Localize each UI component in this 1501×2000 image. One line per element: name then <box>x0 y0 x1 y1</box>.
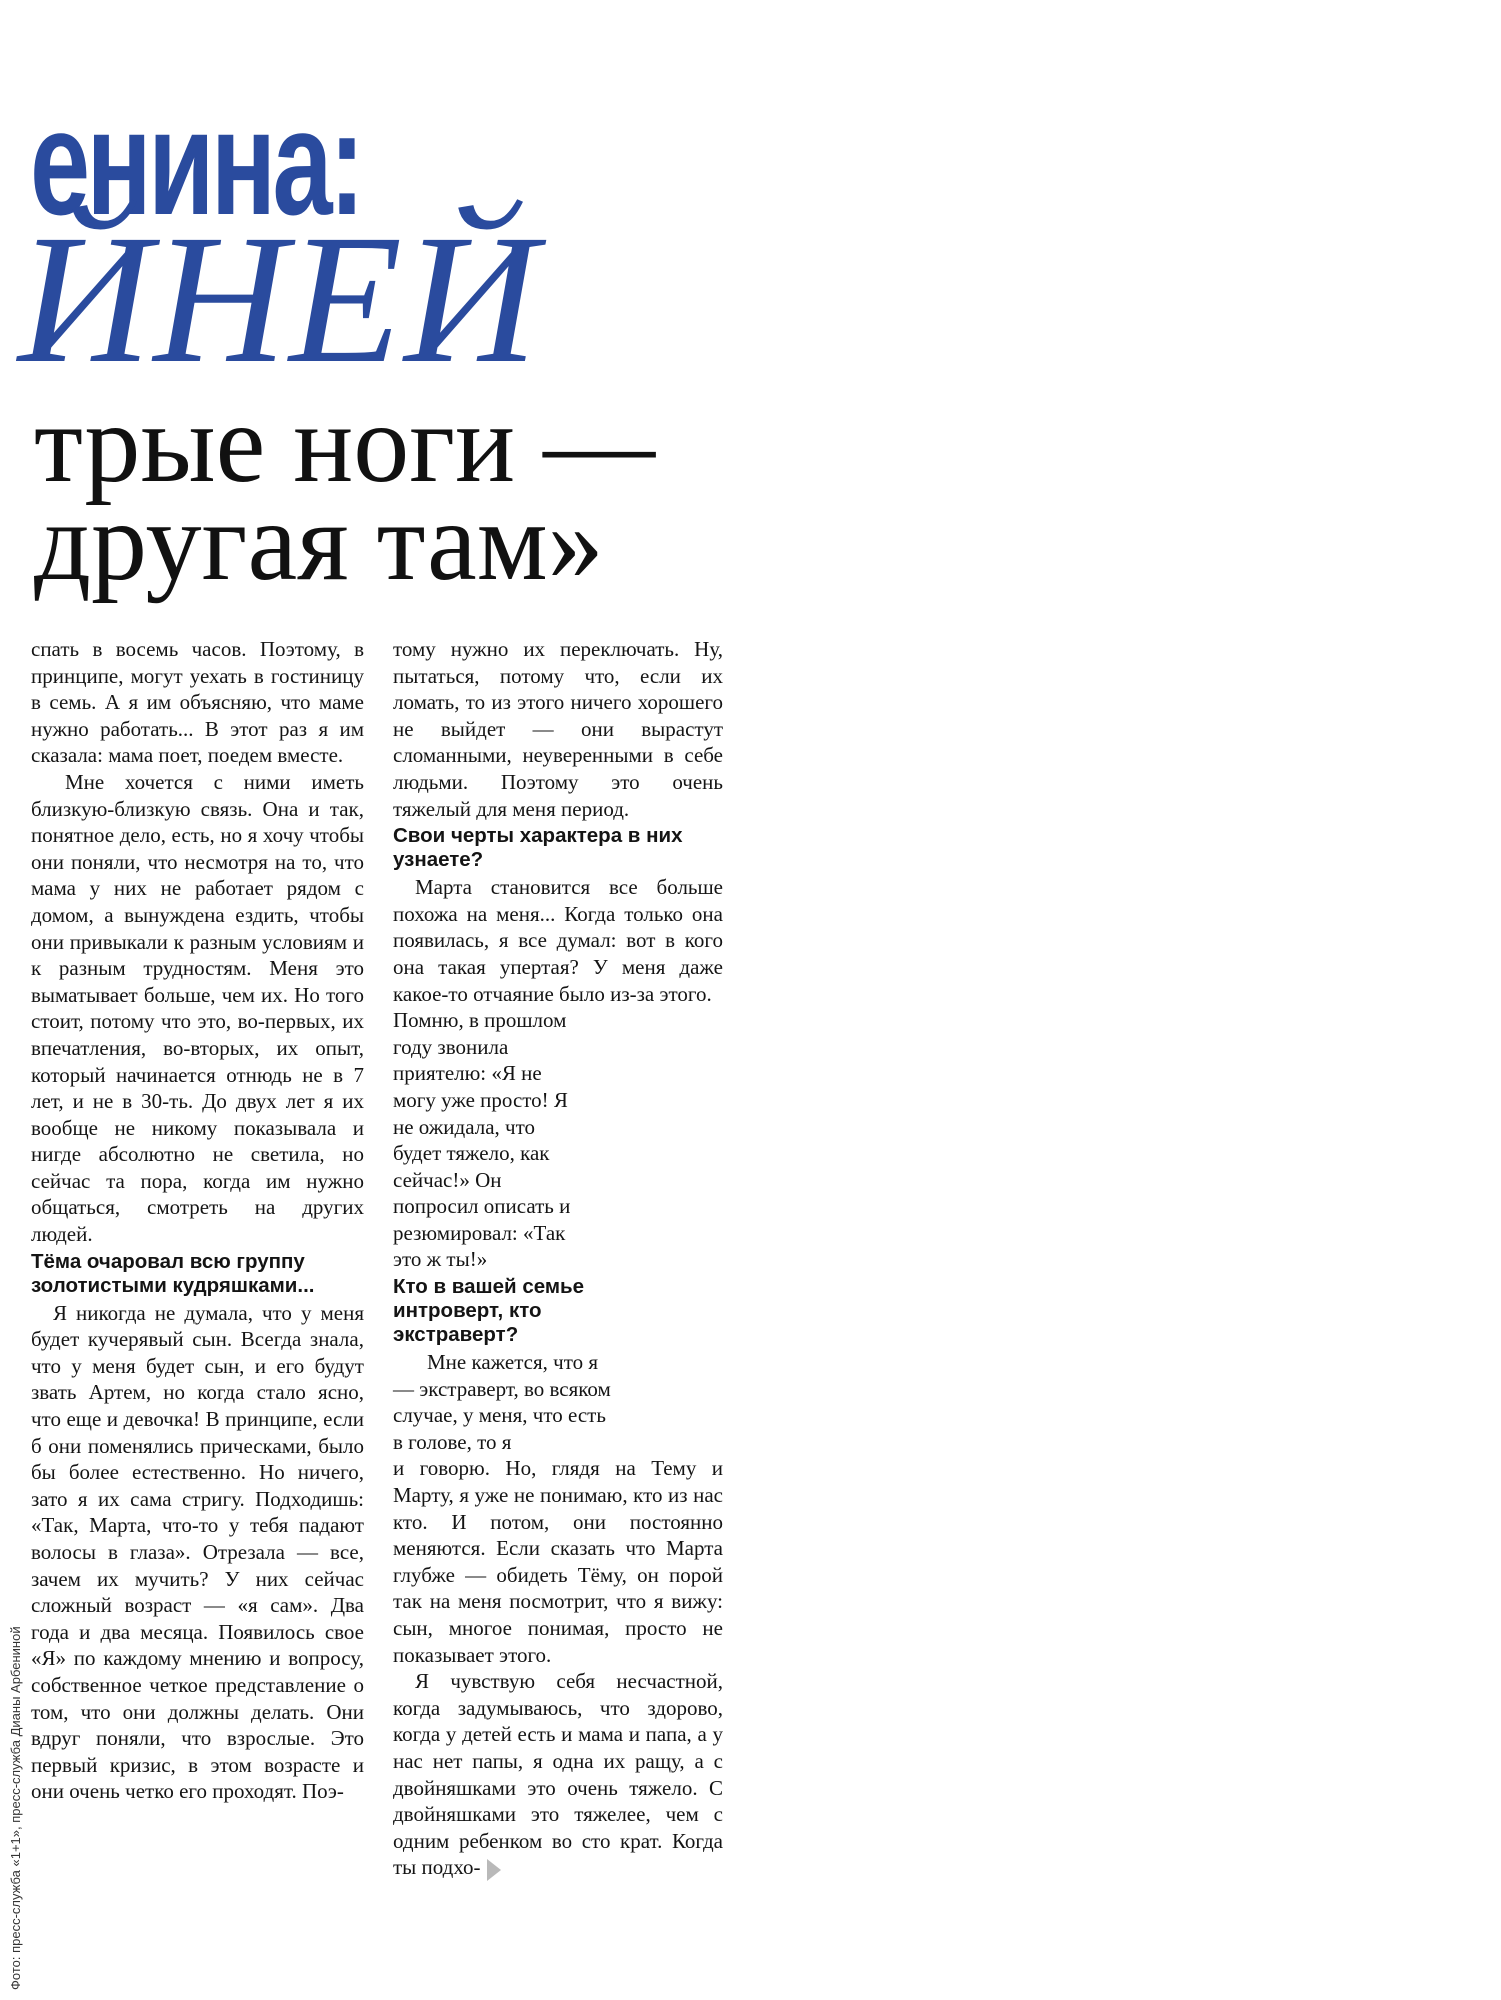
continue-arrow-icon <box>487 1859 501 1881</box>
paragraph <box>393 1668 723 1881</box>
headline-quote <box>34 382 656 604</box>
paragraph: Мне кажется, что я — экстраверт, во всяком случае, у меня, что есть в голове, то я <box>393 1350 611 1454</box>
paragraph: Я никогда не думала, что у меня будет кучерявый сын. Всегда знала, что у меня будет сын, и его будут звать Артем, но когда стало ясно, что еще и девочка! В принципе, если б они поменялись прическами, было бы более естественно. Но ничего, зато я их сама стригу. Подходишь: «Так, Марта, что-то у тебя падают волосы в глаза». Отрезала — все, зачем их мучить? У них сейчас сложный возраст — «я сам». Два года и два месяца. Появилось свое «Я» по каждому мнению и вопросу, собственное четкое представление о том, что они должны делать. Они вдруг поняли, что взрослые. Это первый кризис, в этом возрасте и они очень четко его проходят. Поэ- <box>31 1300 364 1804</box>
article-column-right <box>393 636 723 1881</box>
paragraph-text: Я чувствую себя несчастной, когда задумываюсь, что здорово, когда у детей есть и мама и папа, а у нас нет папы, я одна их ращу, а с двойняшками это очень тяжело. С двойняшками это тяжелее, чем с одним ребенком во сто крат. Когда ты подхо- <box>393 1669 723 1880</box>
paragraph: и говорю. Но, глядя на Тему и Марту, я уже не понимаю, кто из нас кто. И потом, они постоянно меняются. Если сказать что Марта глубже — обидеть Тёму, он порой так на меня посмотрит, что я вижу: сын, многое понимая, просто не показывает этого. <box>393 1456 723 1667</box>
paragraph: Помню, в прошлом году звонила приятелю: «Я не могу уже просто! Я не ожидала, что будет тяжело, как сейчас!» Он попросил описать и резюмировал: «Так это ж ты!» <box>393 1008 571 1272</box>
article-column-left <box>31 636 364 1805</box>
headline-line-4: другая там» <box>34 480 604 604</box>
headline-line-2: ЙНЕЙ <box>18 197 540 402</box>
headline-line-1: енина: <box>30 78 362 246</box>
paragraph: Марта становится все больше похожа на меня... Когда только она появилась, я все думал: вот в кого она такая упертая? У меня даже какое-то отчаяние было из-за этого. <box>393 875 723 1006</box>
paragraph: тому нужно их переключать. Ну, пытаться, потому что, если их ломать, то из этого ничего хорошего не выйдет — они вырастут сломанными, неуверенными в себе людьми. Поэтому это очень тяжелый для меня период. <box>393 637 723 821</box>
subheading: Тёма очаровал всю группу золотистыми кудряшками... <box>31 1249 315 1297</box>
photo-credit: Фото: пресс-служба «1+1», пресс-служба Дианы Арбениной <box>8 1626 23 1990</box>
paragraph: спать в восемь часов. Поэтому, в принципе, могут уехать в гостиницу в семь. А я им объясняю, что маме нужно работать... В этот раз я им сказала: мама поет, поедем вместе. <box>31 637 364 768</box>
headline-line-3: трые ноги — <box>34 382 656 506</box>
paragraph: Мне хочется с ними иметь близкую-близкую связь. Она и так, понятное дело, есть, но я хочу чтобы они поняли, что несмотря на то, что мама у них не работает рядом с домом, а вынуждена ездить, чтобы они привыкали к разным условиям и к разным трудностям. Меня это выматывает больше, чем их. Но того стоит, потому что это, во-первых, их впечатления, во-вторых, их опыт, который начинается отнюдь не в 7 лет, и не в 30-ть. До двух лет я их вообще не никому показывала и нигде абсолютно не светила, но сейчас та пора, когда им нужно общаться, смотреть на других людей. <box>31 769 364 1247</box>
subheading: Свои черты характера в них узнаете? <box>393 824 683 872</box>
subheading: Кто в вашей семье интроверт, кто экстраверт? <box>393 1275 585 1347</box>
